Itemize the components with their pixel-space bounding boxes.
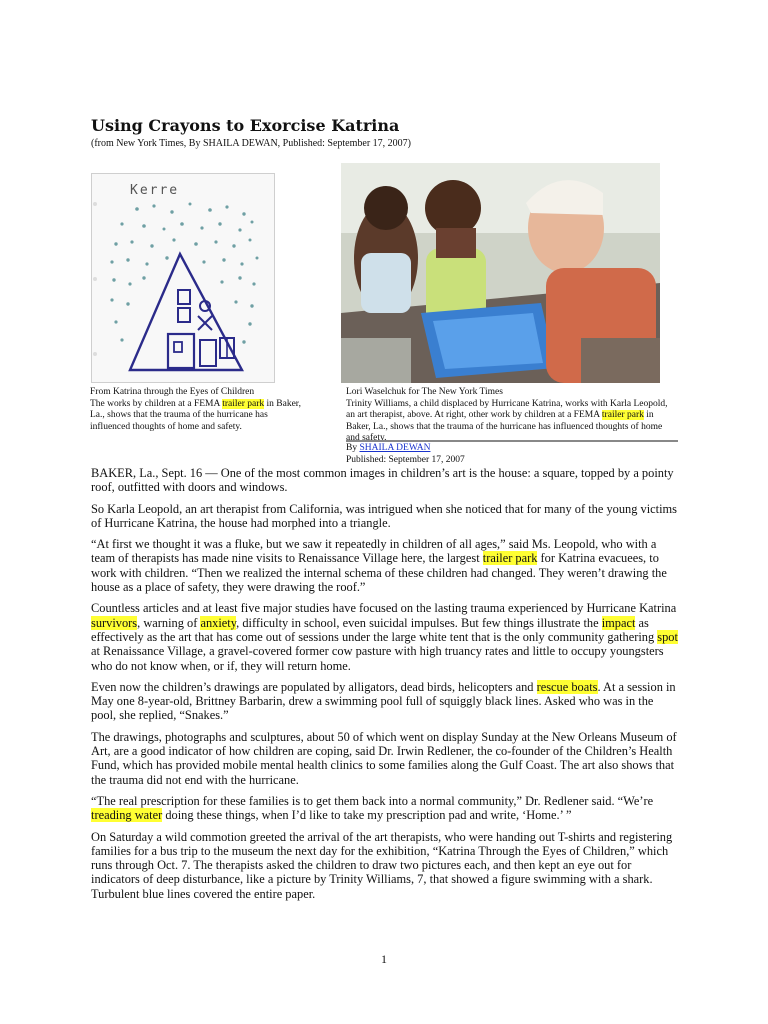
left-caption-highlight: trailer park <box>222 398 265 409</box>
paragraph <box>91 466 681 495</box>
article-source: (from New York Times, By SHAILA DEWAN, Published: September 17, 2007) <box>91 138 411 149</box>
paragraph <box>91 730 681 787</box>
published-date: Published: September 17, 2007 <box>346 454 465 465</box>
text: The drawings, photographs and sculptures, about 50 of which went on display Sunday at the New Orleans Museum of Art, are a good indicator of how children are coping, said Dr. Irwin Redlener, the co-founder of the Children’s Health Fund, which has provided mobile mental health clinics to some families along the Gulf Coast. The art also shows that the trauma did not end with the hurricane. <box>91 729 677 787</box>
byline <box>346 443 465 466</box>
author-link[interactable]: SHAILA DEWAN <box>359 443 431 453</box>
highlighted-term: treading water <box>91 808 163 823</box>
left-caption-text: The works by children at a FEMA <box>90 398 223 409</box>
child-drawing-image <box>91 173 275 383</box>
paragraph <box>91 830 681 901</box>
left-figure-caption <box>90 387 305 433</box>
paragraph <box>91 502 681 531</box>
article-body <box>91 466 681 908</box>
highlighted-term: trailer park <box>482 551 538 566</box>
text: , difficulty in school, even suicidal impulses. But few things illustrate the <box>236 615 602 630</box>
article-title: Using Crayons to Exorcise Katrina <box>91 116 400 135</box>
highlighted-term: spot <box>657 629 678 644</box>
text: . At a session in May one 8-year-old, Brittney Barbarin, drew a swimming pool full of squiggly black lines. Asked who was in the pool, she replied, “Snakes.” <box>91 679 676 723</box>
text: On Saturday a wild commotion greeted the arrival of the art therapists, who were handing out T-shirts and registering families for a bus trip to the museum the next day for the exhibition, “Katrina Through the Eyes of Children,” which runs through Oct. 7. The therapists asked the children to draw two pictures each, and then kept an eye out for indicators of deep disturbance, like a picture by Trinity Williams, 7, that showed a figure swimming with a shark. Turbulent blue lines covered the entire paper. <box>91 829 673 901</box>
left-caption-line1: From Katrina through the Eyes of Children <box>90 387 255 397</box>
right-caption-text-end: in Baker, La., shows that the trauma of the hurricane has influenced thoughts of home and safety. <box>346 410 663 443</box>
text: So Karla Leopold, an art therapist from California, was intrigued when she noticed that for many of the young victims of Hurricane Katrina, the house had morphed into a triangle. <box>91 501 677 530</box>
text: Even now the children’s drawings are populated by alligators, dead birds, helicopters and <box>91 679 537 694</box>
right-caption-highlight: trailer park <box>601 410 644 420</box>
text: doing these things, when I’d like to take my prescription pad and write, ‘Home.’ ” <box>162 808 572 823</box>
photo-credit: Lori Waselchuk for The New York Times <box>346 387 503 397</box>
text: for Katrina evacuees, to work with children. “Then we realized the internal schema of these children had changed. They weren’t drawing the house as a place of safety, they were drawing the roof.” <box>91 551 667 595</box>
text: , warning of <box>137 615 201 630</box>
text: as effectively as the art that has come out of sessions under the large white tent that is the only community gathering <box>91 615 658 644</box>
drawing-name-text: Kerre <box>130 183 180 198</box>
text: BAKER, La., Sept. 16 — One of the most common images in children’s art is the house: a square, topped by a pointy roof, outfitted with doors and windows. <box>91 466 674 495</box>
left-caption-text-end: in Baker, La., shows that the trauma of the hurricane has influenced thoughts of home and safety. <box>90 398 301 432</box>
byline-prefix: By <box>346 443 360 453</box>
paragraph <box>91 537 681 594</box>
caption-divider <box>346 440 678 442</box>
therapist-children-photo <box>341 163 660 383</box>
right-figure-caption <box>346 387 678 445</box>
highlighted-term: rescue boats <box>536 679 598 694</box>
highlighted-term: survivors <box>91 615 138 630</box>
paragraph <box>91 794 681 823</box>
right-caption-text: Trinity Williams, a child displaced by Hurricane Katrina, works with Karla Leopold, an art therapist, above. At right, other work by children at a FEMA <box>346 398 668 420</box>
highlighted-term: anxiety <box>200 615 237 630</box>
text: Countless articles and at least five major studies have focused on the lasting trauma experienced by Hurricane Katrina <box>91 601 677 616</box>
text: at Renaissance Village, a gravel-covered former cow pasture with high truancy rates and little to occupy youngsters who do not know when, or if, they will return home. <box>91 644 664 673</box>
page-number: 1 <box>381 952 387 966</box>
text: “The real prescription for these families is to get them back into a normal community,” Dr. Redlener said. “We’re <box>91 793 654 808</box>
paragraph <box>91 601 681 672</box>
paragraph <box>91 680 681 723</box>
text: “At first we thought it was a fluke, but we saw it repeatedly in children of all ages,” said Ms. Leopold, who with a team of therapists has made nine visits to Renaissance Village here, the largest <box>91 537 657 566</box>
highlighted-term: impact <box>601 615 636 630</box>
